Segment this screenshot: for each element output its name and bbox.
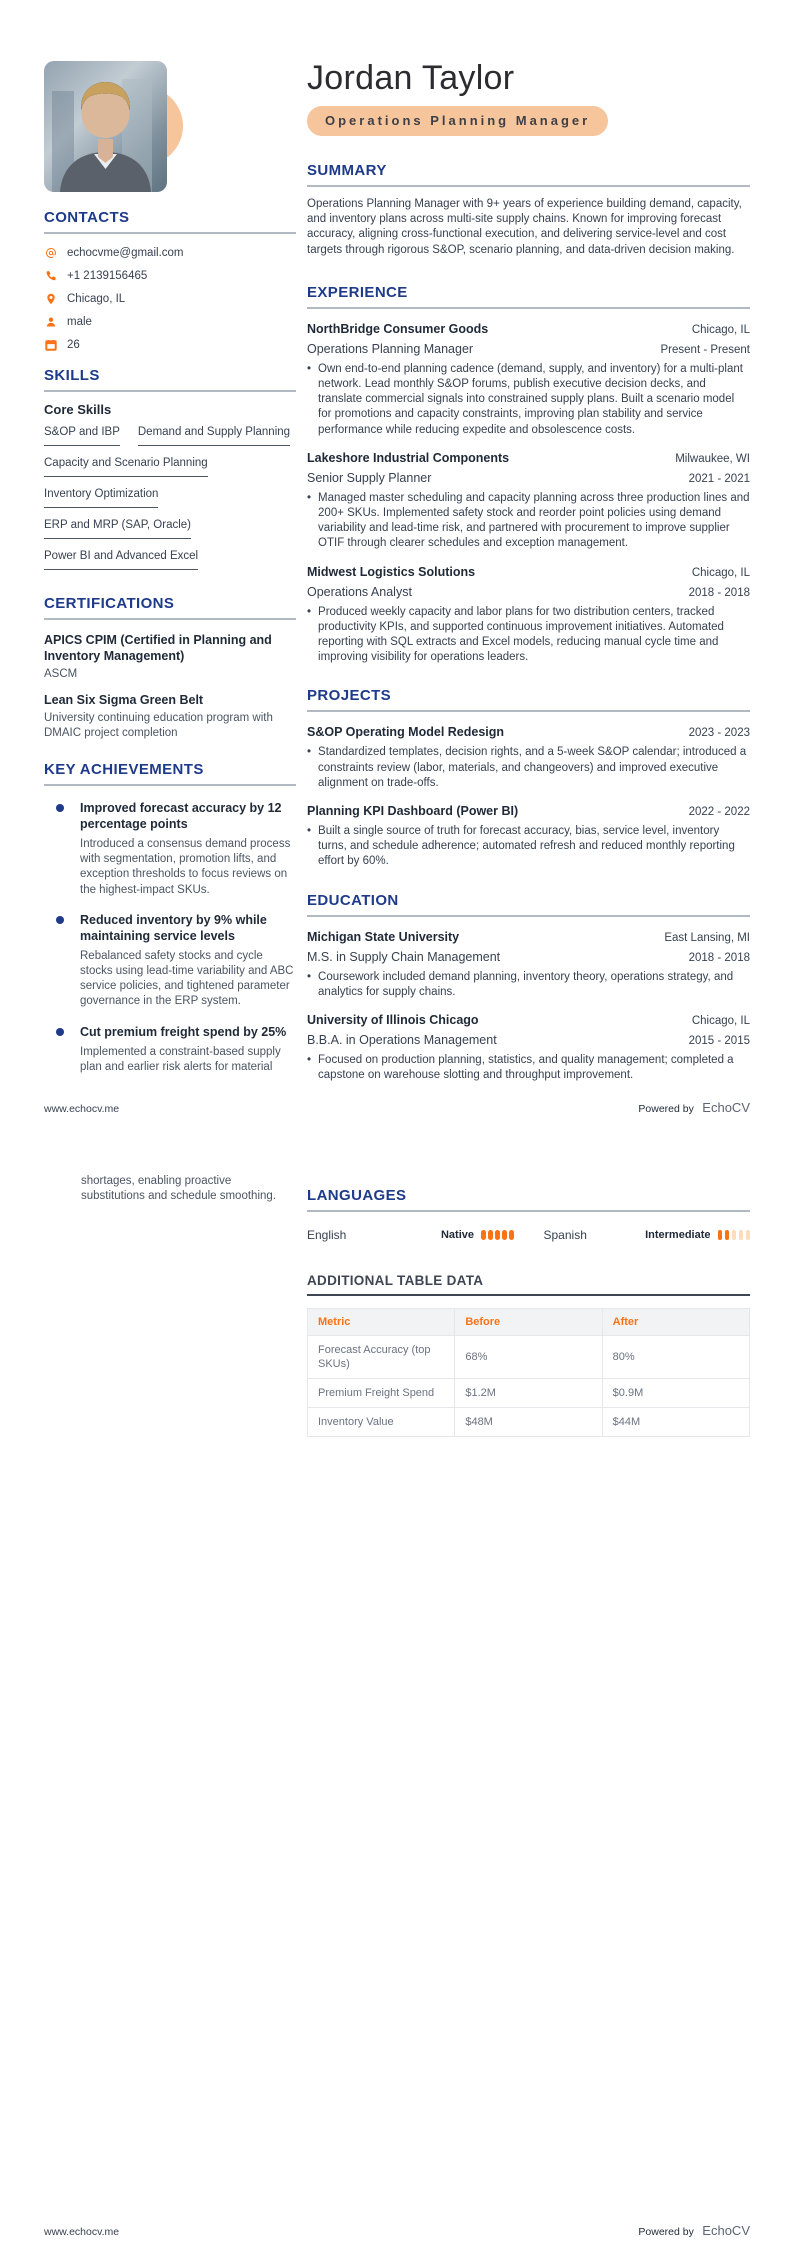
experience-entry [307, 450, 750, 552]
language-item [307, 1228, 514, 1242]
profile-photo [44, 61, 167, 192]
at-icon [44, 246, 57, 259]
certifications-divider [44, 618, 296, 620]
experience-section [307, 284, 750, 666]
achievement-item [44, 1024, 296, 1075]
footer-brand-link[interactable]: EchoCV [702, 1100, 750, 1115]
table-cell: $44M [602, 1408, 749, 1437]
job-bullet: • Produced weekly capacity and labor plans for two distribution centers, tracked productivity KPIs, and supported continuous improvement initiatives. Automated reporting with SQL extracts and Excel models, reducing manual cycle time and improving visibility for operations leaders. [307, 605, 750, 666]
certification-issuer: University continuing education program with DMAIC project completion [44, 712, 273, 739]
metrics-table [307, 1308, 750, 1437]
languages-divider [307, 1210, 750, 1212]
achievement-title: Reduced inventory by 9% while maintaining service levels [80, 912, 267, 943]
certification-item [44, 692, 296, 741]
languages-section [307, 1187, 750, 1242]
company-location: Milwaukee, WI [675, 452, 750, 465]
bullet-dot-icon [56, 1028, 64, 1036]
job-dates: 2021 - 2021 [688, 472, 750, 485]
company-location: Chicago, IL [691, 566, 750, 579]
contact-email-text[interactable]: echocvme@gmail.com [67, 246, 184, 259]
project-bullet: • Standardized templates, decision rights, and a 5-week S&OP calendar; introduced a constraints review (labor, materials, and changeovers) and improved executive alignment on trade-offs. [307, 745, 750, 791]
achievement-title: Cut premium freight spend by 25% [80, 1024, 287, 1039]
additional-table-section [307, 1272, 750, 1437]
job-role: Senior Supply Planner [307, 470, 432, 485]
achievement-desc: Implemented a constraint-based supply plan and earlier risk alerts for material [80, 1045, 281, 1073]
summary-heading: SUMMARY [307, 162, 387, 179]
headshot-silhouette [44, 61, 167, 192]
degree-dates: 2015 - 2015 [688, 1035, 750, 1048]
right-column [307, 52, 750, 1093]
project-dates: 2023 - 2023 [688, 727, 750, 740]
education-section [307, 892, 750, 1084]
contacts-heading: CONTACTS [44, 209, 130, 226]
certifications-heading: CERTIFICATIONS [44, 595, 175, 612]
skill-item: S&OP and IBP [44, 424, 120, 446]
table-cell: $0.9M [602, 1379, 749, 1408]
project-entry [307, 724, 750, 791]
language-level-dots [481, 1230, 514, 1240]
language-level-label: Native [440, 1229, 474, 1241]
table-cell: 80% [602, 1336, 749, 1379]
contact-gender-text: male [67, 315, 92, 328]
contact-location [44, 290, 296, 307]
experience-divider [307, 307, 750, 309]
page-footer [44, 2222, 750, 2240]
table-cell: Premium Freight Spend [308, 1379, 455, 1408]
table-row [308, 1336, 750, 1379]
achievement-title: Improved forecast accuracy by 12 percentage points [80, 801, 282, 831]
table-column-header: Before [455, 1309, 602, 1336]
phone-icon [44, 269, 57, 282]
languages-heading: LANGUAGES [307, 1187, 407, 1204]
language-name: Spanish [543, 1228, 587, 1242]
job-bullet: • Own end-to-end planning cadence (demand, supply, and inventory) for a multi-plant network. Lead monthly S&OP forums, publish executive decision decks, and translate commercial signals into constrained supply plans. Built a scenario model for promotions and capacity constraints, improving plan stability and service performance while reducing expedite and obsolescence costs. [307, 362, 750, 438]
project-name: S&OP Operating Model Redesign [307, 725, 505, 740]
additional-table-divider [307, 1294, 750, 1296]
contact-list [44, 244, 296, 353]
location-icon [44, 292, 57, 305]
education-heading: EDUCATION [307, 891, 399, 909]
person-icon [44, 315, 57, 328]
table-column-header: After [602, 1309, 749, 1336]
table-header-row [308, 1309, 750, 1336]
skills-group-title: Core Skills [44, 402, 112, 417]
contact-age-text: 26 [67, 338, 80, 351]
education-entry [307, 1012, 750, 1083]
skill-item: ERP and MRP (SAP, Oracle) [44, 517, 191, 539]
skills-heading: SKILLS [44, 367, 100, 384]
language-name: English [307, 1228, 347, 1242]
contact-location-text: Chicago, IL [67, 292, 126, 305]
table-cell: 68% [455, 1336, 602, 1379]
company-name: Lakeshore Industrial Components [307, 450, 510, 465]
school-name: University of Illinois Chicago [307, 1013, 479, 1028]
job-bullet: • Managed master scheduling and capacity planning across three production lines and 200+ SKUs. Implemented safety stock and reorder point policies using demand variability and lead-time risk, and partnered with procurement to improve supplier OTIF through clearer schedules and exception management. [307, 491, 750, 552]
project-dates: 2022 - 2022 [688, 806, 750, 819]
table-row [308, 1408, 750, 1437]
achievements-divider [44, 784, 296, 786]
achievement-item [44, 800, 296, 898]
achievements-heading: KEY ACHIEVEMENTS [44, 761, 204, 778]
experience-entry [307, 321, 750, 438]
contacts-divider [44, 232, 296, 234]
job-dates: 2018 - 2018 [688, 586, 750, 599]
footer-brand-link[interactable]: EchoCV [702, 2223, 750, 2238]
candidate-name: Jordan Taylor [307, 59, 515, 97]
footer-site-link[interactable]: www.echocv.me [44, 2226, 120, 2238]
footer-powered-by: Powered by [638, 2226, 694, 2238]
degree-dates: 2018 - 2018 [688, 951, 750, 964]
table-column-header: Metric [308, 1309, 455, 1336]
company-name: Midwest Logistics Solutions [307, 564, 476, 579]
school-location: East Lansing, MI [664, 931, 750, 944]
education-divider [307, 915, 750, 917]
table-cell: Inventory Value [308, 1408, 455, 1437]
achievement-desc: Rebalanced safety stocks and cycle stocks using lead-time variability and ABC service policies, and tightened parameter governance in the ERP system. [80, 949, 294, 1008]
job-dates: Present - Present [660, 343, 750, 356]
education-entry [307, 929, 750, 1000]
bullet-dot-icon [56, 804, 64, 812]
education-bullet: • Coursework included demand planning, inventory theory, operations strategy, and analytics for supply chains. [307, 970, 750, 1000]
job-title-badge: Operations Planning Manager [307, 106, 608, 136]
language-level-dots [718, 1230, 751, 1240]
job-role: Operations Planning Manager [307, 341, 474, 356]
projects-divider [307, 710, 750, 712]
projects-section [307, 687, 750, 869]
summary-divider [307, 185, 750, 187]
certification-item [44, 632, 296, 682]
table-row [308, 1379, 750, 1408]
footer-site-link[interactable]: www.echocv.me [44, 1103, 120, 1115]
contact-email [44, 244, 296, 261]
contact-phone-text: +1 2139156465 [67, 269, 148, 282]
skill-item: Capacity and Scenario Planning [44, 455, 208, 477]
certification-title: Lean Six Sigma Green Belt [44, 693, 204, 707]
bullet-dot-icon [56, 916, 64, 924]
project-name: Planning KPI Dashboard (Power BI) [307, 804, 519, 819]
contact-gender [44, 313, 296, 330]
skills-divider [44, 390, 296, 392]
table-cell: $48M [455, 1408, 602, 1437]
footer-powered-by: Powered by [638, 1103, 694, 1115]
table-cell: $1.2M [455, 1379, 602, 1408]
achievement-desc-continuation: shortages, enabling proactive substitutions and schedule smoothing. [81, 1175, 276, 1203]
language-item [544, 1228, 751, 1242]
headshot-image [44, 61, 167, 192]
certification-title: APICS CPIM (Certified in Planning and Inventory Management) [44, 633, 272, 663]
contact-phone [44, 267, 296, 284]
degree-name: B.B.A. in Operations Management [307, 1033, 497, 1048]
resume-page-2 [0, 1123, 794, 2246]
table-cell: Forecast Accuracy (top SKUs) [308, 1336, 455, 1379]
left-column [44, 52, 296, 1075]
skill-item: Power BI and Advanced Excel [44, 548, 198, 570]
skills-list [44, 424, 296, 579]
left-column [44, 1123, 296, 1204]
skill-item: Inventory Optimization [44, 486, 158, 508]
additional-table-heading: ADDITIONAL TABLE DATA [307, 1273, 484, 1288]
summary-text: Operations Planning Manager with 9+ years of experience building demand, capacity, and inventory plans across multi-site supply chains. Known for improving forecast accuracy, aligning cross-functional execution, and delivering service-level and cost targets through rigorous S&OP, scenario planning, and data-driven decision making. [307, 198, 742, 256]
company-location: Chicago, IL [691, 323, 750, 336]
company-name: NorthBridge Consumer Goods [307, 321, 489, 336]
skill-item: Demand and Supply Planning [138, 424, 290, 446]
achievement-desc: Introduced a consensus demand process with segmentation, promotion lifts, and exception thresholds to focus reviews on the highest-impact SKUs. [80, 838, 291, 896]
projects-heading: PROJECTS [307, 687, 392, 705]
project-entry [307, 803, 750, 870]
school-location: Chicago, IL [691, 1015, 750, 1028]
degree-name: M.S. in Supply Chain Management [307, 949, 501, 964]
calendar-icon [44, 338, 57, 351]
summary-section [307, 162, 750, 258]
contact-age [44, 336, 296, 353]
languages-list [307, 1228, 750, 1242]
education-bullet: • Focused on production planning, statistics, and quality management; completed a capstone on warehouse slotting and throughput improvement. [307, 1053, 750, 1083]
page-footer [44, 1099, 750, 1117]
experience-entry [307, 564, 750, 666]
job-role: Operations Analyst [307, 584, 412, 599]
certification-issuer: ASCM [44, 668, 78, 680]
achievement-item [44, 912, 296, 1010]
language-level-label: Intermediate [645, 1229, 711, 1241]
experience-heading: EXPERIENCE [307, 283, 408, 301]
school-name: Michigan State University [307, 929, 460, 944]
project-bullet: • Built a single source of truth for forecast accuracy, bias, service level, inventory turns, and schedule adherence; automated refresh and reduced monthly reporting effort by 60%. [307, 824, 750, 870]
right-column [307, 1123, 750, 1437]
